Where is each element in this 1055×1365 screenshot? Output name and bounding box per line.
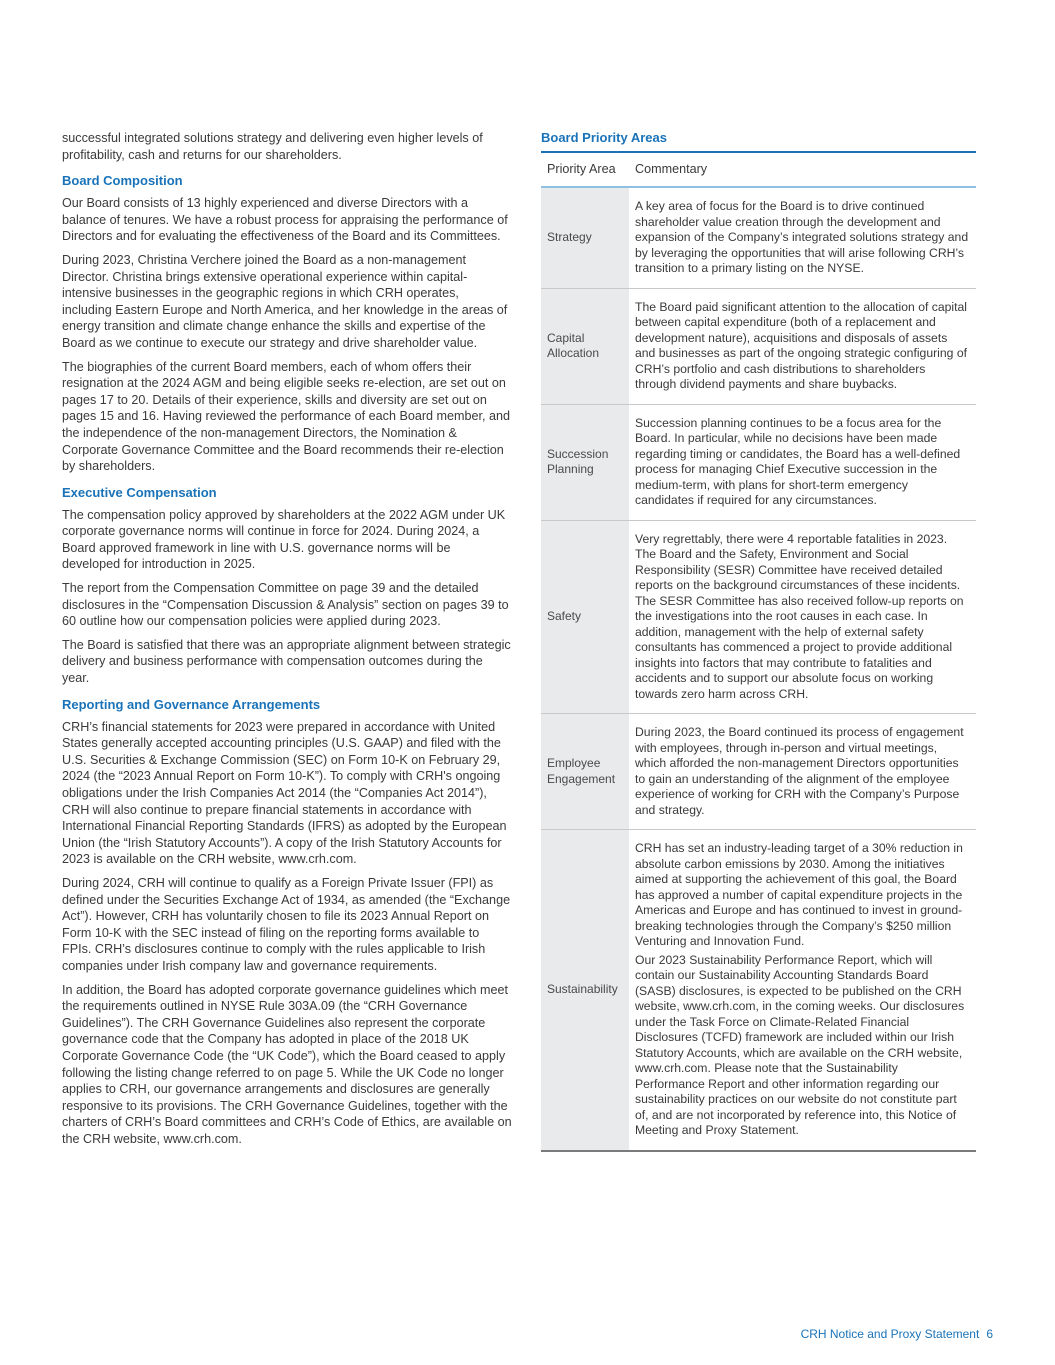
priority-area-cell: Succession Planning	[541, 404, 629, 520]
commentary-cell	[629, 714, 976, 830]
priority-areas-title: Board Priority Areas	[541, 130, 667, 145]
commentary-cell	[629, 404, 976, 520]
table-row	[541, 404, 976, 520]
table-row	[541, 187, 976, 288]
priority-area-cell: Sustainability	[541, 830, 629, 1151]
commentary-text: Very regrettably, there were 4 reportable fatalities in 2023. The Board and the Safety, Environment and Social Responsibility (SESR) Committee have received detailed reports on the background circumstances of these incidents. The SESR Committee has also received follow-up reports on the investigations into the root causes in each case. In addition, management with the help of external safety consultants has commenced a project to provide additional insights into factors that may contribute to fatalities and accidents and to support our absolute focus on working towards zero harm across CRH.	[635, 531, 964, 701]
page-number: 6	[986, 1327, 993, 1341]
table-header-row	[541, 152, 976, 187]
commentary-text: Our 2023 Sustainability Performance Report, which will contain our Sustainability Accounting Standards Board (SASB) disclosures, is expected to be published on the CRH website, www.crh.com, in the coming weeks. Our disclosures under the Task Force on Climate-Related Financial Disclosures (TCFD) framework are included within our Irish Statutory Accounts, which are available on the CRH website, www.crh.com. Please note that the Sustainability Performance Report and other information regarding our sustainability practices on our website do not constitute part of, and are not incorporated by reference into, this Notice of Meeting and Proxy Statement.	[635, 952, 965, 1137]
table-row	[541, 830, 976, 1151]
commentary-cell	[629, 288, 976, 404]
page-footer	[801, 1327, 993, 1341]
commentary-cell	[629, 187, 976, 288]
commentary-cell	[629, 830, 976, 1151]
commentary-text: A key area of focus for the Board is to drive continued shareholder value creation through the development and expansion of the Company’s integrated solutions strategy and by leveraging the opportunities that will arise following CRH’s transition to a primary listing on the NYSE.	[635, 199, 969, 275]
commentary-text: During 2023, the Board continued its process of engagement with employees, through in-person and virtual meetings, which afforded the non-management Directors opportunities to gain an understanding of the alignment of the employee experience of working for CRH with the Company’s Purpose and strategy.	[635, 725, 964, 817]
reporting-paragraph: CRH’s financial statements for 2023 were prepared in accordance with United States generally accepted accounting principles (U.S. GAAP) and filed with the U.S. Securities & Exchange Commission (SEC) on Form 10-K on February 29, 2024 (the “2023 Annual Report on Form 10-K”). To comply with CRH's ongoing obligations under the Irish Companies Act 2014 (the “Companies Act 2014”), CRH will also continue to prepare financial statements in accordance with International Financial Reporting Standards (IFRS) as adopted by the European Union (the “Irish Statutory Accounts”). A copy of the Irish Statutory Accounts for 2023 is available on the CRH website, www.crh.com.	[62, 719, 507, 867]
reporting-paragraph: In addition, the Board has adopted corporate governance guidelines which meet the requirements outlined in NYSE Rule 303A.09 (the “CRH Governance Guidelines”). The CRH Governance Guidelines also represent the corporate governance code that the Company has adopted in place of the 2018 UK Corporate Governance Code (the “UK Code”), which the Board ceased to apply following the listing change referred to on page 5. While the UK Code no longer applies to CRH, our governance arrangements and disclosures are generally responsive to its provisions. The CRH Governance Guidelines, together with the charters of CRH’s Board committees and CRH’s Code of Ethics, are available on the CRH website, www.crh.com.	[62, 982, 512, 1146]
table-row	[541, 520, 976, 714]
column-header-commentary: Commentary	[629, 152, 976, 187]
priority-areas-section	[541, 130, 976, 1152]
table-row	[541, 714, 976, 830]
commentary-text: CRH has set an industry-leading target of a 30% reduction in absolute carbon emissions by 2030. Among the initiatives aimed at supporting the achievement of this goal, the Board has approved a number of capital expenditure projects in the Americas and Europe and has continued to invest in ground-breaking technologies through the Company’s $250 million Venturing and Innovation Fund.	[635, 841, 963, 948]
commentary-cell	[629, 520, 976, 714]
executive-compensation-heading: Executive Compensation	[62, 484, 217, 500]
table-row	[541, 288, 976, 404]
priority-area-cell: Employee Engagement	[541, 714, 629, 830]
executive-compensation-paragraph: The compensation policy approved by shareholders at the 2022 AGM under UK corporate governance norms will continue in force for 2024. During 2024, a Board approved framework in line with U.S. governance norms will be developed for introduction in 2025.	[62, 507, 506, 572]
priority-area-cell: Capital Allocation	[541, 288, 629, 404]
board-composition-paragraph: The biographies of the current Board members, each of whom offers their resignation at the 2024 AGM and being eligible seeks re-election, are set out on pages 17 to 20. Details of their experience, skills and diversity are set out on pages 15 and 16. Having reviewed the performance of each Board member, and the independence of the non-management Directors, the Nomination & Corporate Governance Committee and the Board recommends their re-election by shareholders.	[62, 359, 511, 474]
left-column	[62, 130, 512, 1154]
board-composition-heading: Board Composition	[62, 173, 183, 189]
commentary-text: Succession planning continues to be a focus area for the Board. In particular, while no decisions have been made regarding timing or candidates, the Board has a well-defined process for managing Chief Executive succession in the medium-term, with plans for short-term emergency candidates if required for any circumstances.	[635, 415, 961, 507]
priority-area-cell: Safety	[541, 520, 629, 714]
column-header-priority-area: Priority Area	[541, 152, 629, 187]
intro-paragraph: successful integrated solutions strategy and delivering even higher levels of profitability, cash and returns for our shareholders.	[62, 131, 483, 162]
commentary-text: The Board paid significant attention to the allocation of capital between capital expenditure (both of a replacement and development nature), acquisitions and disposals of assets and businesses as part of the ongoing strategic configuring of CRH’s portfolio and cash distributions to shareholders through dividend payments and share buybacks.	[635, 299, 967, 391]
board-composition-paragraph: During 2023, Christina Verchere joined the Board as a non-management Director. Christina brings extensive operational experience within capital-intensive businesses in the geographic regions in which CRH operates, including Eastern Europe and North America, and her knowledge in the areas of energy transition and climate change enhance the skills and expertise of the Board as we continue to execute our strategy and drive shareholder value.	[62, 252, 508, 350]
reporting-paragraph: During 2024, CRH will continue to qualify as a Foreign Private Issuer (FPI) as defined under the Securities Exchange Act of 1934, as amended (the “Exchange Act”). However, CRH has voluntarily chosen to file its 2023 Annual Report on Form 10-K with the SEC instead of filing on the reporting forms available to FPIs. CRH’s disclosures continue to comply with the rules applicable to Irish companies under Irish company law and governance requirements.	[62, 875, 511, 973]
priority-areas-table	[541, 151, 976, 1152]
reporting-heading: Reporting and Governance Arrangements	[62, 696, 321, 712]
priority-area-cell: Strategy	[541, 187, 629, 288]
executive-compensation-paragraph: The report from the Compensation Committee on page 39 and the detailed disclosures in the “Compensation Discussion & Analysis” section on pages 39 to 60 outline how our compensation policies were applied during 2023.	[62, 581, 509, 629]
board-composition-paragraph: Our Board consists of 13 highly experienced and diverse Directors with a balance of tenures. We have a robust process for appraising the performance of Directors and for evaluating the effectiveness of the Board and its Committees.	[62, 196, 508, 244]
executive-compensation-paragraph: The Board is satisfied that there was an appropriate alignment between strategic delivery and business performance with compensation outcomes during the year.	[62, 637, 511, 686]
footer-title: CRH Notice and Proxy Statement	[800, 1327, 980, 1341]
